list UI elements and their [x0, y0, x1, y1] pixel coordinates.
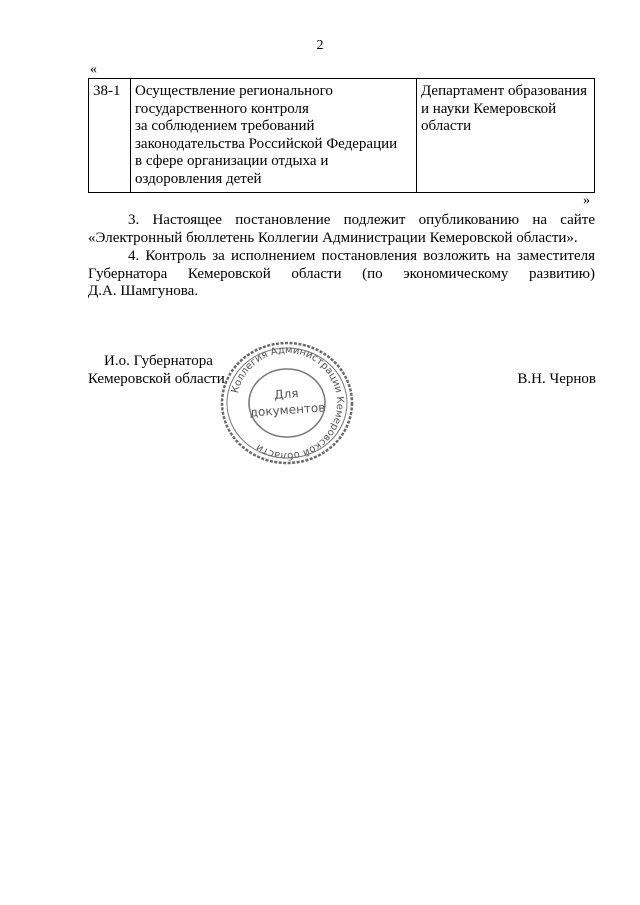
department-line: Департамент образования: [421, 83, 588, 99]
position-line-1: И.о. Губернатора: [104, 353, 213, 369]
paragraph-3-line-2: «Электронный бюллетень Коллегии Администрации Кемеровской области».: [88, 229, 578, 246]
description-line: государственного контроля: [135, 100, 309, 117]
signatory-name: В.Н. Чернов: [517, 371, 596, 387]
description-line: Осуществление регионального: [135, 83, 333, 99]
description-line: за соблюдением требований: [135, 118, 315, 134]
row-number: 38-1: [93, 83, 121, 99]
closing-quote-mark: »: [583, 193, 590, 208]
paragraph-3-line-1: 3. Настоящее постановление подлежит опубликованию на сайте: [128, 212, 595, 228]
row-description-cell: [131, 79, 417, 193]
paragraph-4-line-3: Д.А. Шамгунова.: [88, 283, 199, 299]
signatory-position: [88, 352, 225, 388]
page-number: 2: [316, 38, 324, 53]
description-line: оздоровления детей: [135, 170, 262, 187]
paragraph-4-line-2: Губернатора Кемеровской области (по экономическому развитию): [88, 265, 595, 282]
opening-quote-mark: «: [90, 62, 97, 77]
paragraph-4-line-1: 4. Контроль за исполнением постановления возложить на заместителя: [128, 248, 595, 264]
description-line: законодательства Российской Федерации: [135, 135, 398, 152]
paragraph-4: [88, 248, 595, 301]
amendment-table: [88, 78, 595, 193]
department-line: и науки Кемеровской: [421, 100, 557, 117]
row-number-cell: [89, 79, 131, 193]
seal-center-line-2: документов: [249, 400, 326, 420]
description-line: в сфере организации отдыха и: [135, 153, 329, 169]
official-seal-stamp: [219, 340, 355, 466]
position-line-2: Кемеровской области: [88, 371, 225, 387]
seal-center-line-1: Для: [273, 386, 299, 402]
row-department-cell: [417, 79, 595, 193]
department-line: области: [421, 118, 472, 134]
seal-ring-text: Коллегия Администрации Кемеровской области: [230, 344, 346, 462]
table-row: [89, 79, 595, 193]
paragraph-3: [88, 212, 595, 247]
